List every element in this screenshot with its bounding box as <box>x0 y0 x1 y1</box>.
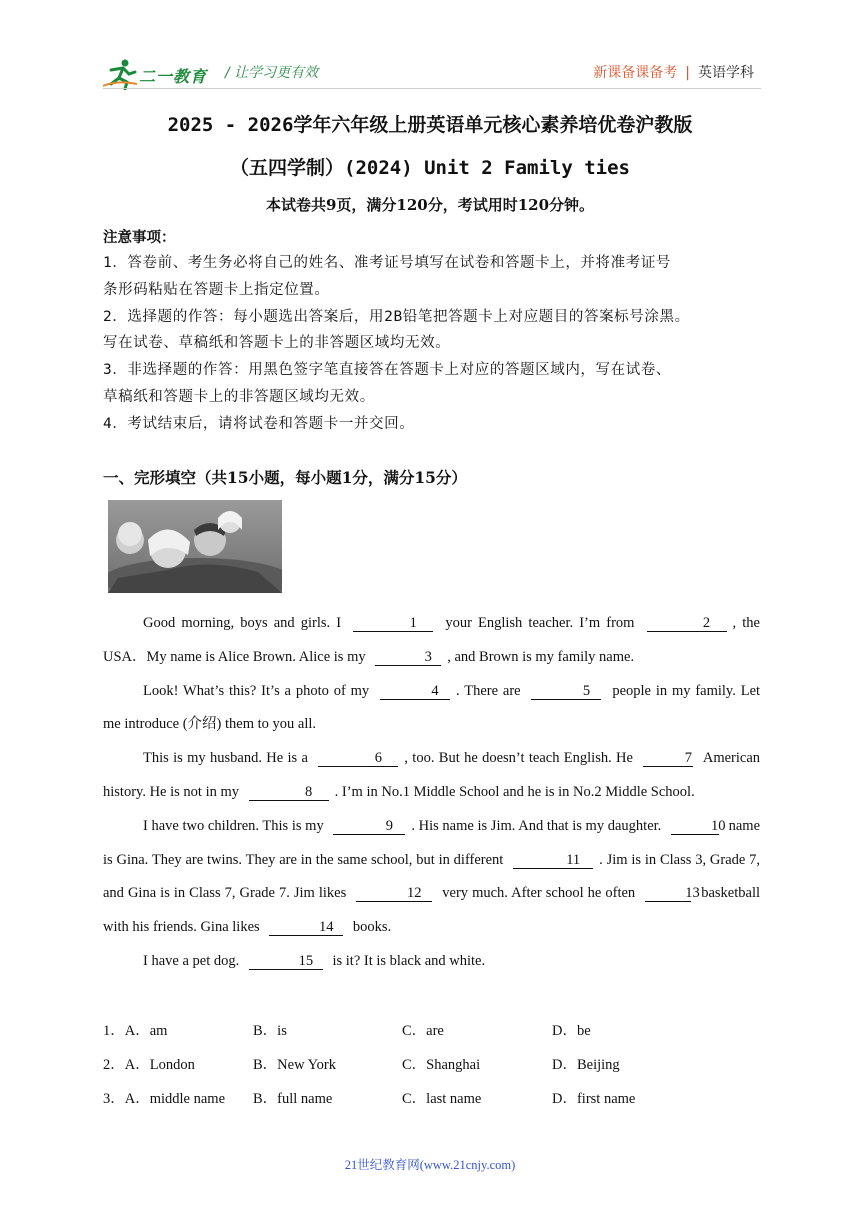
passage-paragraph <box>103 675 760 743</box>
answer-blank: 2 <box>647 615 727 632</box>
notice-line: 3．非选择题的作答：用黑色签字笔直接答在答题卡上对应的答题区域内，写在试卷、 <box>103 362 672 379</box>
answer-blank: 9 <box>333 818 405 835</box>
question-options <box>103 1012 763 1113</box>
brand-logo <box>103 58 213 90</box>
answer-blank: 3 <box>375 649 441 666</box>
option-a: 1．A．am <box>103 1023 168 1039</box>
notice-title: 注意事项： <box>103 229 176 246</box>
option-a: 3．A．middle name <box>103 1090 226 1107</box>
notice-line: 4．考试结束后，请将试卷和答题卡一并交回。 <box>103 415 415 432</box>
option-a: 2．A．London <box>103 1056 195 1073</box>
passage-text: . His name is Jim. And that is my daughter. <box>411 817 662 834</box>
passage-text: people in my family. Let me introduce (介绍) them to you all. <box>103 682 761 733</box>
passage-text: your English teacher. I’m from <box>445 615 635 631</box>
answer-blank: 12 <box>356 885 432 902</box>
slogan: / 让学习更有效 <box>225 65 319 81</box>
passage-text: name is Gina. They are twins. They are in the same school, but in different <box>103 817 761 868</box>
passage-text: I have a pet dog. <box>143 952 240 969</box>
answer-blank: 7 <box>643 750 693 767</box>
notice-line: 1．答卷前、考生务必将自己的姓名、准考证号填写在试卷和答题卡上，并将准考证号 <box>103 255 672 271</box>
passage-text: is it? It is black and white. <box>332 952 486 969</box>
passage-text: This is my husband. He is a <box>143 750 308 767</box>
passage-paragraph <box>103 742 760 810</box>
logo-text: 二一教育 <box>139 67 208 86</box>
notice-line: 2．选择题的作答：每小题选出答案后，用2B铅笔把答题卡上对应题目的答案标号涂黑。 <box>103 308 690 325</box>
answer-blank: 1 <box>353 615 433 632</box>
option-c: C．are <box>402 1023 444 1039</box>
answer-blank: 14 <box>269 919 343 936</box>
passage-text: books. <box>352 919 392 936</box>
option-b: B．is <box>253 1023 287 1039</box>
answer-blank: 13 <box>645 885 691 902</box>
cloze-passage <box>103 607 760 979</box>
header-tag-prep: 新课备课备考 <box>593 65 678 81</box>
notice-line: 草稿纸和答题卡上的非答题区域均无效。 <box>103 388 375 405</box>
page-title-line1: 2025 - 2026学年六年级上册英语单元核心素养培优卷沪教版 <box>167 114 693 136</box>
passage-text: very much. After school he often <box>442 885 636 902</box>
header-right <box>593 62 754 82</box>
passage-paragraph <box>103 810 760 945</box>
page-footer[interactable]: 21世纪教育网(www.21cnjy.com) <box>344 1158 516 1172</box>
exam-info: 本试卷共9页，满分120分，考试用时120分钟。 <box>265 196 595 214</box>
notice-line: 条形码粘贴在答题卡上指定位置。 <box>103 281 330 298</box>
header-separator: | <box>685 65 690 81</box>
page-title-line2: （五四学制）(2024) Unit 2 Family ties <box>230 157 630 179</box>
passage-text: . There are <box>456 682 521 699</box>
passage-text: I have two children. This is my <box>143 817 324 834</box>
answer-blank: 4 <box>380 683 450 700</box>
passage-text: Look! What’s this? It’s a photo of my <box>143 682 370 699</box>
passage-text: American history. He is not in my <box>103 750 761 800</box>
family-photo-image <box>108 500 282 593</box>
answer-blank: 8 <box>249 784 329 801</box>
option-c: C．Shanghai <box>402 1056 481 1073</box>
option-b: B．New York <box>253 1056 336 1073</box>
answer-blank: 11 <box>513 852 593 869</box>
question-row <box>103 1080 763 1114</box>
passage-text: , the USA．My name is Alice Brown. Alice is my <box>103 615 760 665</box>
option-d: D．Beijing <box>552 1056 620 1073</box>
answer-blank: 5 <box>531 683 601 700</box>
header-tag-subject: 英语学科 <box>698 65 754 81</box>
passage-paragraph <box>103 945 760 979</box>
answer-blank: 15 <box>249 953 323 970</box>
option-d: D．be <box>552 1023 591 1039</box>
question-row <box>103 1046 763 1080</box>
option-d: D．first name <box>552 1090 636 1107</box>
section-title: 一、完形填空（共15小题，每小题1分，满分15分） <box>103 468 467 487</box>
passage-text: . Jim is in Class 3, Grade 7, and Gina is in Class 7, Grade 7. Jim likes <box>103 851 761 902</box>
passage-paragraph <box>103 607 760 675</box>
passage-text: . I’m in No.1 Middle School and he is in No.2 Middle School. <box>334 783 695 800</box>
answer-blank: 6 <box>318 750 398 767</box>
passage-text: Good morning, boys and girls. I <box>143 615 342 631</box>
question-row <box>103 1012 763 1046</box>
runner-logo-icon <box>103 58 139 90</box>
header-divider <box>103 88 761 89</box>
option-c: C．last name <box>402 1090 482 1107</box>
passage-text: basketball with his friends. Gina likes <box>103 885 761 936</box>
notice-line: 写在试卷、草稿纸和答题卡上的非答题区域均无效。 <box>103 335 451 352</box>
passage-text: , and Brown is my family name. <box>447 648 635 665</box>
notice-list <box>103 250 763 438</box>
option-b: B．full name <box>253 1090 333 1107</box>
answer-blank: 10 <box>671 818 719 835</box>
passage-text: , too. But he doesn’t teach English. He <box>404 750 633 767</box>
